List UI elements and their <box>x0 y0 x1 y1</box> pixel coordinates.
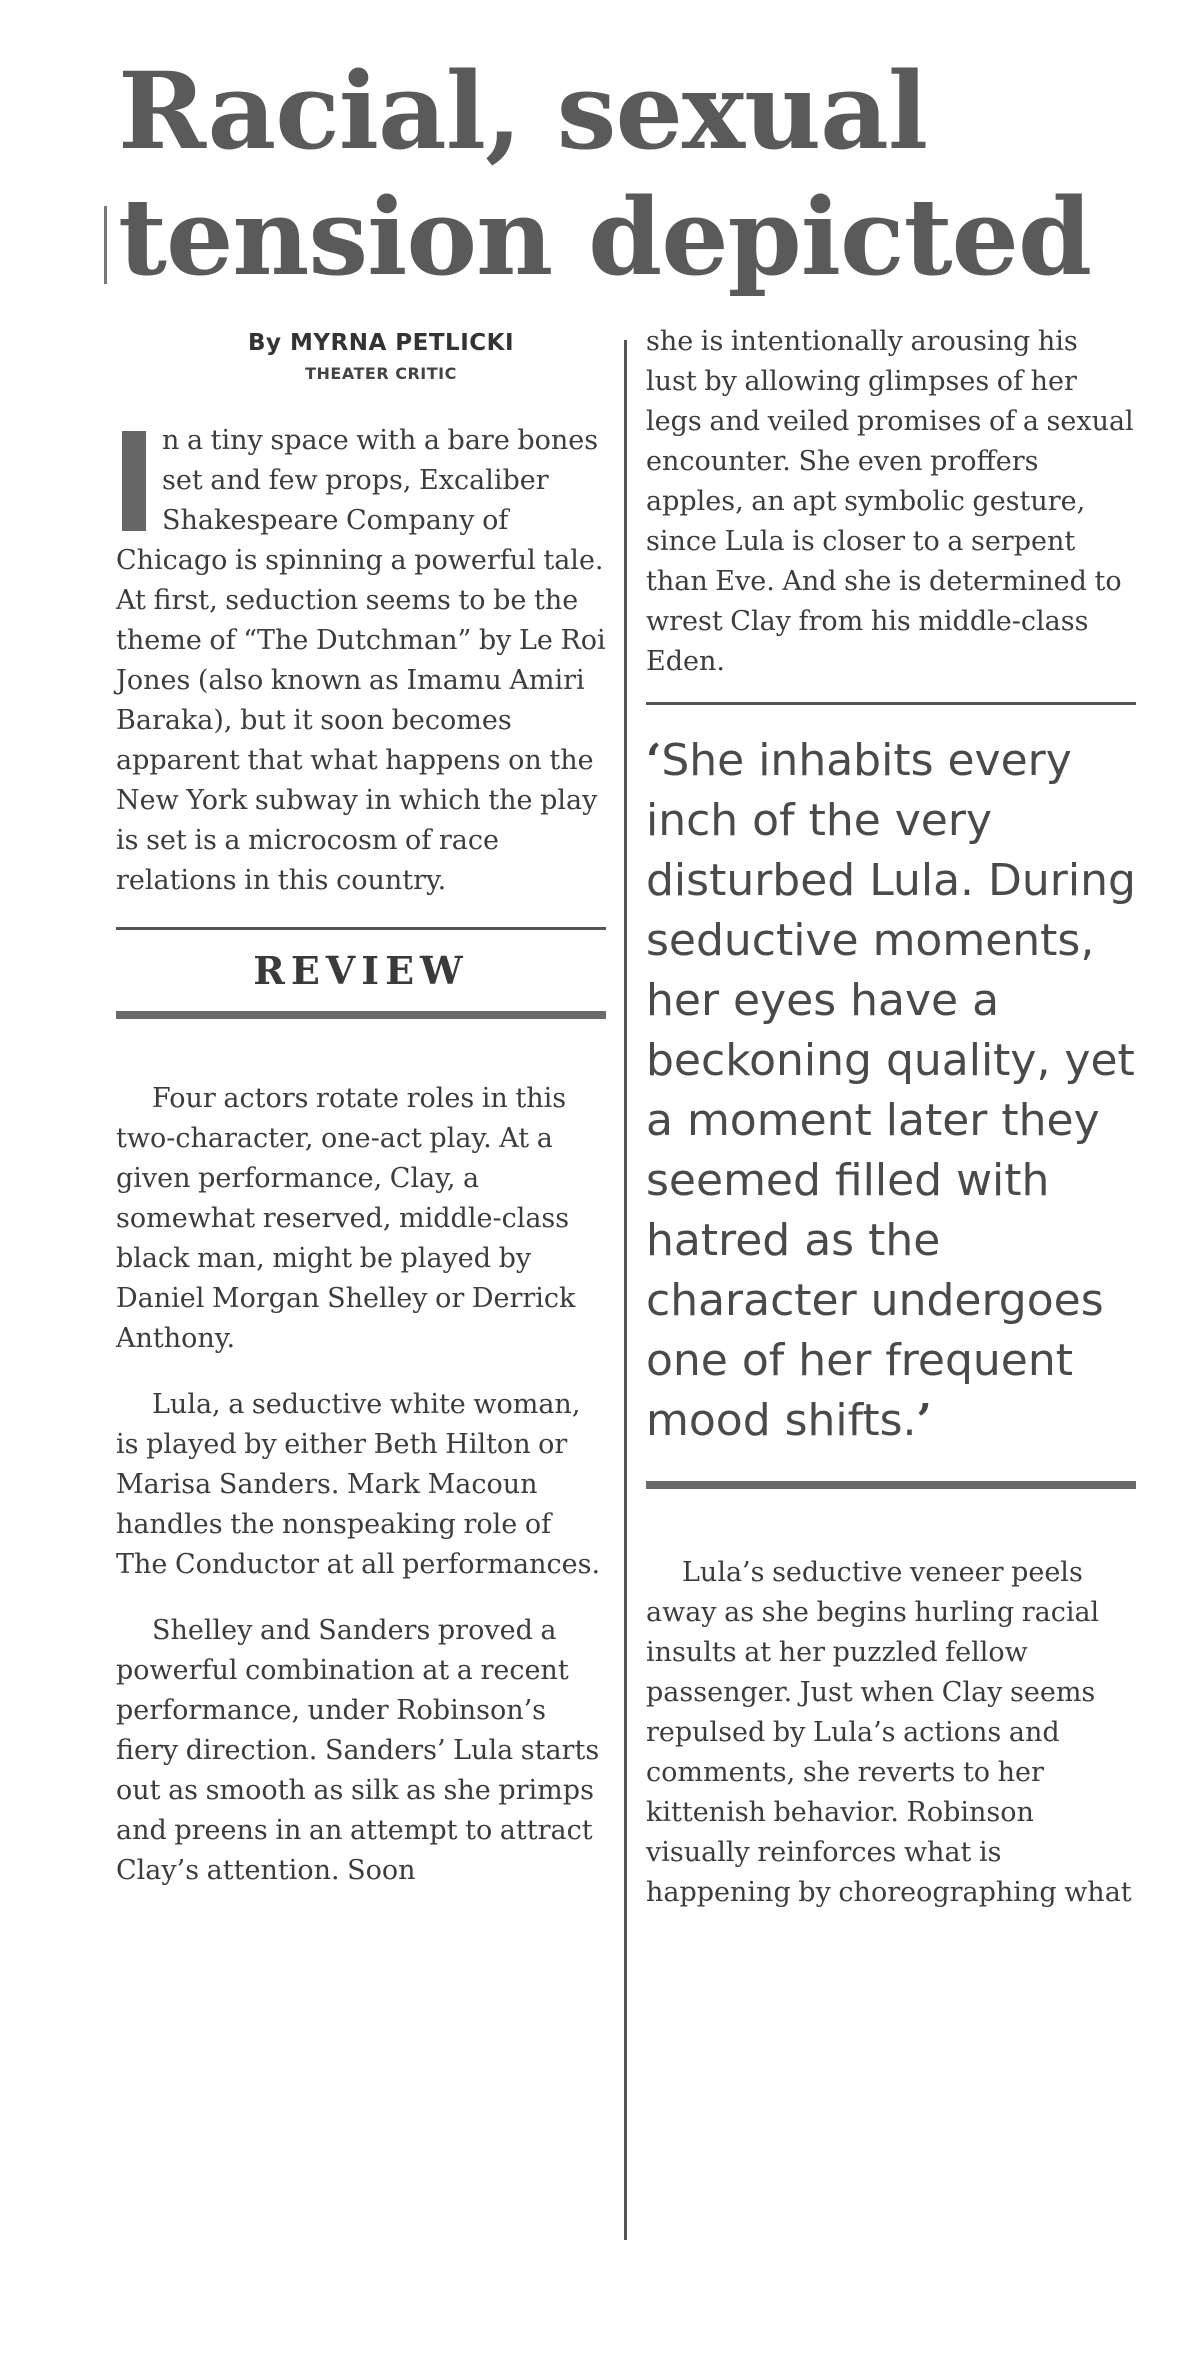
pull-quote <box>646 731 1136 1451</box>
pull-quote-block <box>646 702 1136 1489</box>
byline-title: THEATER CRITIC <box>305 364 457 383</box>
lead-text: n a tiny space with a bare bones set and few props, Excaliber Shakespeare Company of Chicago is spinning a powerful tale. At first, seduction seems to be the theme of “The Dutchman” by Le Roi Jones (also known as Imamu Amiri Baraka), but it soon becomes apparent that what happens on the New York subway in which the play is set is a microcosm of race relations in this country. <box>116 425 606 896</box>
review-section-header <box>116 927 606 1019</box>
column-edge-mark <box>104 206 107 284</box>
headline-line-1: Racial, sexual <box>118 48 928 173</box>
divider-rule <box>646 702 1136 705</box>
lead-paragraph <box>116 421 606 901</box>
paragraph-lula-cast: Lula, a seductive white woman, is played by either Beth Hilton or Marisa Sanders. Mark Macoun handles the nonspeaking role of The Conductor at all performances. <box>116 1389 601 1580</box>
paragraph-performance: Shelley and Sanders proved a powerful combination at a recent performance, under Robinson’s fiery direction. Sanders’ Lula starts out as smooth as silk as she primps and preens in an attempt to attract Clay’s attention. Soon <box>116 1615 600 1886</box>
byline-author: By MYRNA PETLICKI <box>247 330 515 356</box>
headline-line-2: tension depicted <box>118 174 1092 299</box>
column-divider <box>624 340 627 2240</box>
open-quote-mark: ‘ <box>646 735 662 786</box>
drop-cap-i <box>122 431 146 531</box>
paragraph-veneer: Lula’s seductive veneer peels away as she begins hurling racial insults at her puzzled fellow passenger. Just when Clay seems repulsed by Lula’s actions and comments, she reverts to her kittenish behavior. Robinson visually reinforces what is happening by choreographing what <box>646 1557 1132 1908</box>
left-column <box>116 330 606 1891</box>
pull-quote-text: She inhabits every inch of the very disturbed Lula. During seductive moments, her eyes have a beckoning quality, yet a moment later they seemed filled with hatred as the character undergoes one of her frequent mood shifts. <box>646 735 1136 1446</box>
paragraph-actors: Four actors rotate roles in this two-character, one-act play. At a given performance, Clay, a somewhat reserved, middle-class black man, might be played by Daniel Morgan Shelley or Derrick Anthony. <box>116 1083 576 1354</box>
divider-rule-thick <box>646 1481 1136 1489</box>
divider-rule-thick <box>116 1011 606 1019</box>
paragraph-continued: she is intentionally arousing his lust by allowing glimpses of her legs and veiled promises of a sexual encounter. She even proffers apples, an apt symbolic gesture, since Lula is closer to a serpent than Eve. And she is determined to wrest Clay from his middle-class Eden. <box>646 326 1134 677</box>
right-column <box>646 326 1136 1913</box>
close-quote-mark: ’ <box>916 1395 932 1446</box>
byline <box>156 330 606 383</box>
headline <box>118 48 1178 300</box>
review-label: REVIEW <box>253 948 469 993</box>
